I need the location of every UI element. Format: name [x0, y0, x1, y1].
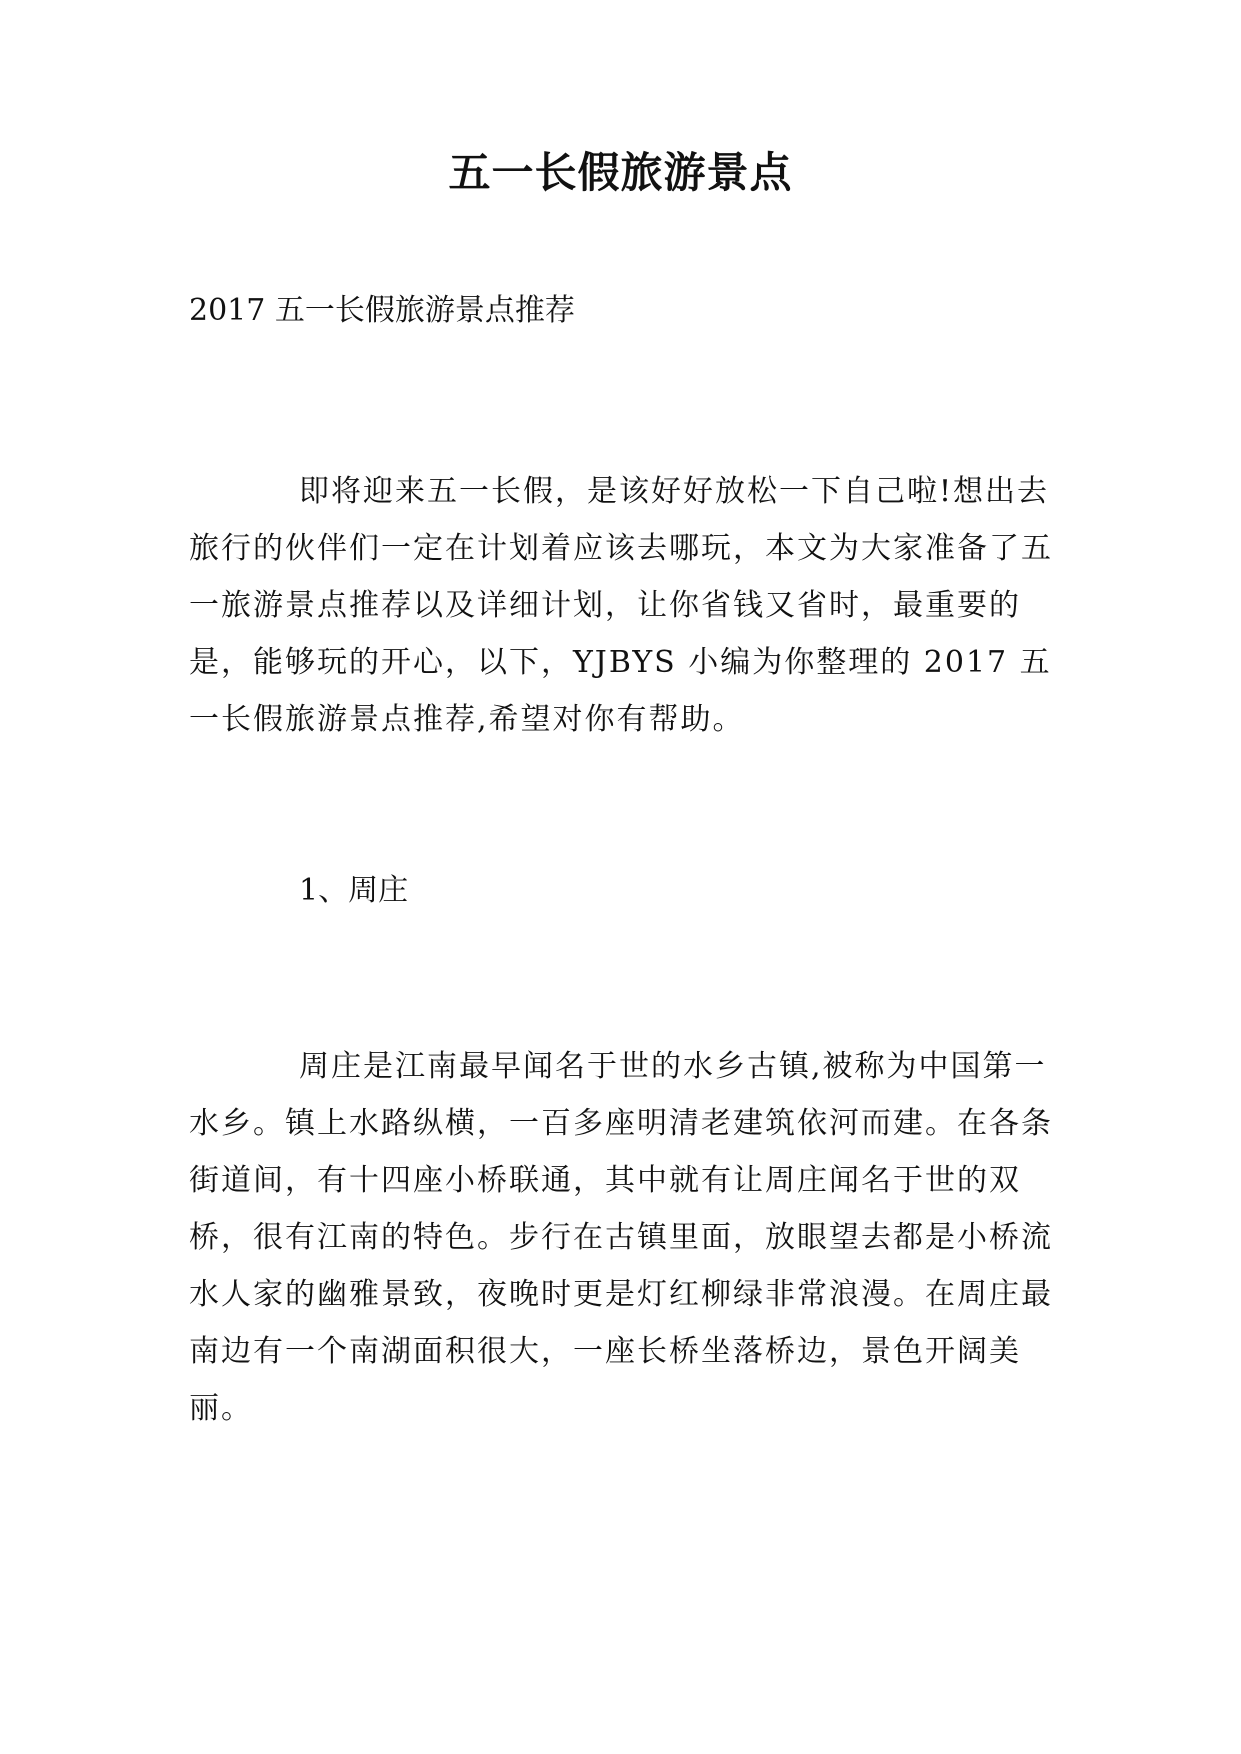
section-heading-zhouzhuang: 1、周庄	[299, 873, 409, 908]
section-paragraph-zhouzhuang: 周庄是江南最早闻名于世的水乡古镇,被称为中国第一水乡。镇上水路纵横，一百多座明清老建筑依河而建。在各条街道间，有十四座小桥联通，其中就有让周庄闻名于世的双桥，很有江南的特色。步行在古镇里面，放眼望去都是小桥流水人家的幽雅景致，夜晚时更是灯红柳绿非常浪漫。在周庄最南边有一个南湖面积很大，一座长桥坐落桥边，景色开阔美丽。	[189, 1049, 1053, 1426]
document-title: 五一长假旅游景点	[448, 148, 793, 197]
intro-paragraph: 即将迎来五一长假，是该好好放松一下自己啦!想出去旅行的伙伴们一定在计划着应该去哪玩，本文为大家准备了五一旅游景点推荐以及详细计划，让你省钱又省时，最重要的是，能够玩的开心，以下，YJBYS 小编为你整理的 2017 五一长假旅游景点推荐,希望对你有帮助。	[189, 474, 1053, 737]
document-subtitle: 2017 五一长假旅游景点推荐	[189, 293, 575, 328]
